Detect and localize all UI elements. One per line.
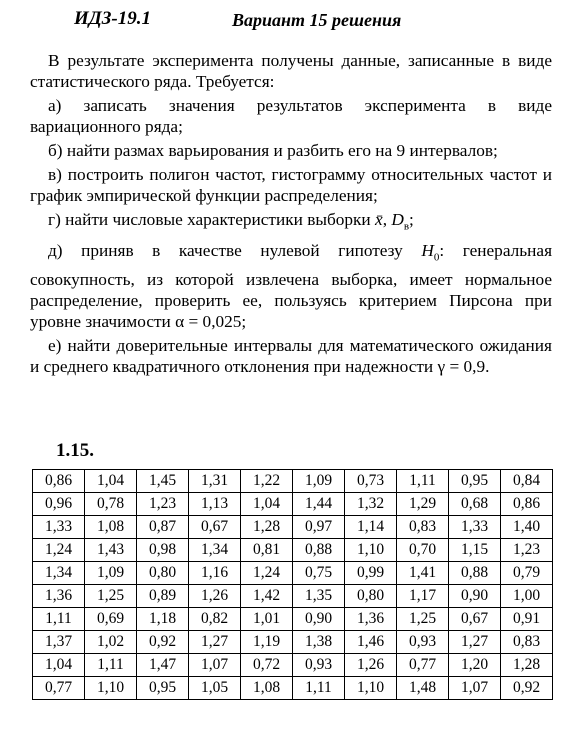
table-row bbox=[33, 562, 553, 585]
table-cell: 0,93 bbox=[397, 631, 449, 654]
table-cell: 1,04 bbox=[85, 470, 137, 493]
table-cell: 1,08 bbox=[85, 516, 137, 539]
table-row bbox=[33, 516, 553, 539]
table-cell: 1,46 bbox=[345, 631, 397, 654]
table-cell: 0,88 bbox=[449, 562, 501, 585]
item-a: а) записать значения результатов эксперимента в виде вариационного ряда; bbox=[30, 96, 552, 136]
table-cell: 0,83 bbox=[397, 516, 449, 539]
table-cell: 1,09 bbox=[85, 562, 137, 585]
table-cell: 0,92 bbox=[501, 677, 553, 700]
table-cell: 1,02 bbox=[85, 631, 137, 654]
table-cell: 0,75 bbox=[293, 562, 345, 585]
table-cell: 1,33 bbox=[33, 516, 85, 539]
table-cell: 1,14 bbox=[345, 516, 397, 539]
item-g-separator: , bbox=[382, 210, 388, 229]
table-cell: 1,28 bbox=[241, 516, 293, 539]
table-cell: 0,68 bbox=[449, 493, 501, 516]
table-cell: 1,47 bbox=[137, 654, 189, 677]
table-cell: 1,25 bbox=[85, 585, 137, 608]
table-cell: 1,33 bbox=[449, 516, 501, 539]
table-cell: 1,31 bbox=[189, 470, 241, 493]
table-cell: 0,99 bbox=[345, 562, 397, 585]
sample-mean-symbol: x̄ bbox=[375, 210, 383, 229]
variant-title: Вариант 15 решения bbox=[232, 10, 402, 30]
table-cell: 0,80 bbox=[137, 562, 189, 585]
table-cell: 0,95 bbox=[449, 470, 501, 493]
table-cell: 0,83 bbox=[501, 631, 553, 654]
table-cell: 1,38 bbox=[293, 631, 345, 654]
table-cell: 0,70 bbox=[397, 539, 449, 562]
table-cell: 1,40 bbox=[501, 516, 553, 539]
table-cell: 1,17 bbox=[397, 585, 449, 608]
table-cell: 1,16 bbox=[189, 562, 241, 585]
table-cell: 1,07 bbox=[449, 677, 501, 700]
table-cell: 1,27 bbox=[189, 631, 241, 654]
table-cell: 0,77 bbox=[33, 677, 85, 700]
table-cell: 0,82 bbox=[189, 608, 241, 631]
table-cell: 1,00 bbox=[501, 585, 553, 608]
table-cell: 1,01 bbox=[241, 608, 293, 631]
table-cell: 1,11 bbox=[33, 608, 85, 631]
table-cell: 1,22 bbox=[241, 470, 293, 493]
table-cell: 0,88 bbox=[293, 539, 345, 562]
table-cell: 1,07 bbox=[189, 654, 241, 677]
item-b: б) найти размах варьирования и разбить его на 9 интервалов; bbox=[48, 141, 498, 160]
table-cell: 0,78 bbox=[85, 493, 137, 516]
table-cell: 1,36 bbox=[345, 608, 397, 631]
item-v: в) построить полигон частот, гистограмму относительных частот и график эмпирической функции распределения; bbox=[30, 165, 552, 205]
table-cell: 1,19 bbox=[241, 631, 293, 654]
sample-variance-subscript: в bbox=[403, 220, 410, 233]
table-cell: 0,93 bbox=[293, 654, 345, 677]
table-cell: 0,90 bbox=[293, 608, 345, 631]
intro-paragraph: В результате эксперимента получены данные, записанные в виде статистического ряда. Требуется: bbox=[30, 51, 552, 91]
table-row bbox=[33, 677, 553, 700]
table-cell: 1,04 bbox=[241, 493, 293, 516]
table-cell: 1,24 bbox=[33, 539, 85, 562]
data-table-body bbox=[33, 470, 553, 700]
table-cell: 1,11 bbox=[293, 677, 345, 700]
item-d-rest: : генеральная совокупность, из которой извлечена выборка, имеет нормальное распределение, проверить ее, пользуясь критерием Пирсона при уровне значимости α = 0,025; bbox=[30, 241, 553, 331]
table-cell: 1,44 bbox=[293, 493, 345, 516]
table-cell: 1,35 bbox=[293, 585, 345, 608]
table-cell: 1,26 bbox=[345, 654, 397, 677]
table-cell: 0,87 bbox=[137, 516, 189, 539]
table-cell: 0,73 bbox=[345, 470, 397, 493]
table-cell: 1,10 bbox=[345, 539, 397, 562]
page-header bbox=[0, 8, 585, 34]
table-cell: 1,43 bbox=[85, 539, 137, 562]
sample-variance-symbol: D bbox=[391, 210, 404, 229]
table-cell: 0,81 bbox=[241, 539, 293, 562]
table-row bbox=[33, 539, 553, 562]
table-cell: 0,90 bbox=[449, 585, 501, 608]
table-cell: 0,96 bbox=[33, 493, 85, 516]
table-cell: 1,26 bbox=[189, 585, 241, 608]
table-cell: 0,95 bbox=[137, 677, 189, 700]
table-cell: 0,84 bbox=[501, 470, 553, 493]
problem-number: 1.15. bbox=[56, 440, 94, 461]
table-cell: 1,10 bbox=[345, 677, 397, 700]
null-hypothesis-subscript: 0 bbox=[433, 251, 440, 264]
item-e: е) найти доверительные интервалы для математического ожидания и среднего квадратичного отклонения при надежности γ = 0,9. bbox=[30, 335, 552, 376]
table-cell: 1,37 bbox=[33, 631, 85, 654]
table-cell: 0,89 bbox=[137, 585, 189, 608]
item-d bbox=[30, 240, 552, 331]
table-row bbox=[33, 631, 553, 654]
table-cell: 1,08 bbox=[241, 677, 293, 700]
item-g-end: ; bbox=[409, 210, 414, 229]
table-row bbox=[33, 493, 553, 516]
table-cell: 1,32 bbox=[345, 493, 397, 516]
table-cell: 1,09 bbox=[293, 470, 345, 493]
table-row bbox=[33, 608, 553, 631]
table-cell: 0,80 bbox=[345, 585, 397, 608]
table-cell: 1,23 bbox=[137, 493, 189, 516]
table-cell: 0,86 bbox=[501, 493, 553, 516]
table-cell: 1,41 bbox=[397, 562, 449, 585]
table-row bbox=[33, 470, 553, 493]
table-cell: 0,86 bbox=[33, 470, 85, 493]
table-cell: 1,48 bbox=[397, 677, 449, 700]
table-cell: 0,72 bbox=[241, 654, 293, 677]
table-cell: 1,45 bbox=[137, 470, 189, 493]
table-cell: 1,27 bbox=[449, 631, 501, 654]
table-cell: 1,11 bbox=[397, 470, 449, 493]
item-d-text: д) приняв в качестве нулевой гипотезу bbox=[48, 241, 403, 261]
table-cell: 1,42 bbox=[241, 585, 293, 608]
table-cell: 0,97 bbox=[293, 516, 345, 539]
table-cell: 1,25 bbox=[397, 608, 449, 631]
data-table bbox=[32, 469, 553, 700]
table-cell: 1,23 bbox=[501, 539, 553, 562]
table-cell: 0,79 bbox=[501, 562, 553, 585]
table-cell: 1,20 bbox=[449, 654, 501, 677]
table-cell: 0,91 bbox=[501, 608, 553, 631]
table-cell: 0,98 bbox=[137, 539, 189, 562]
table-cell: 1,29 bbox=[397, 493, 449, 516]
table-row bbox=[33, 654, 553, 677]
table-cell: 0,77 bbox=[397, 654, 449, 677]
item-g bbox=[30, 209, 552, 237]
table-cell: 1,34 bbox=[189, 539, 241, 562]
table-cell: 1,05 bbox=[189, 677, 241, 700]
table-cell: 1,28 bbox=[501, 654, 553, 677]
assignment-code: ИДЗ-19.1 bbox=[74, 8, 152, 29]
table-cell: 1,04 bbox=[33, 654, 85, 677]
table-row bbox=[33, 585, 553, 608]
table-cell: 1,36 bbox=[33, 585, 85, 608]
item-g-text: г) найти числовые характеристики выборки bbox=[48, 210, 371, 229]
table-cell: 1,10 bbox=[85, 677, 137, 700]
table-cell: 1,15 bbox=[449, 539, 501, 562]
table-cell: 0,67 bbox=[189, 516, 241, 539]
table-cell: 0,69 bbox=[85, 608, 137, 631]
null-hypothesis-symbol: H bbox=[421, 241, 434, 261]
table-cell: 1,24 bbox=[241, 562, 293, 585]
table-cell: 0,67 bbox=[449, 608, 501, 631]
table-cell: 0,92 bbox=[137, 631, 189, 654]
task-description bbox=[30, 50, 552, 380]
table-cell: 1,34 bbox=[33, 562, 85, 585]
table-cell: 1,18 bbox=[137, 608, 189, 631]
table-cell: 1,11 bbox=[85, 654, 137, 677]
table-cell: 1,13 bbox=[189, 493, 241, 516]
